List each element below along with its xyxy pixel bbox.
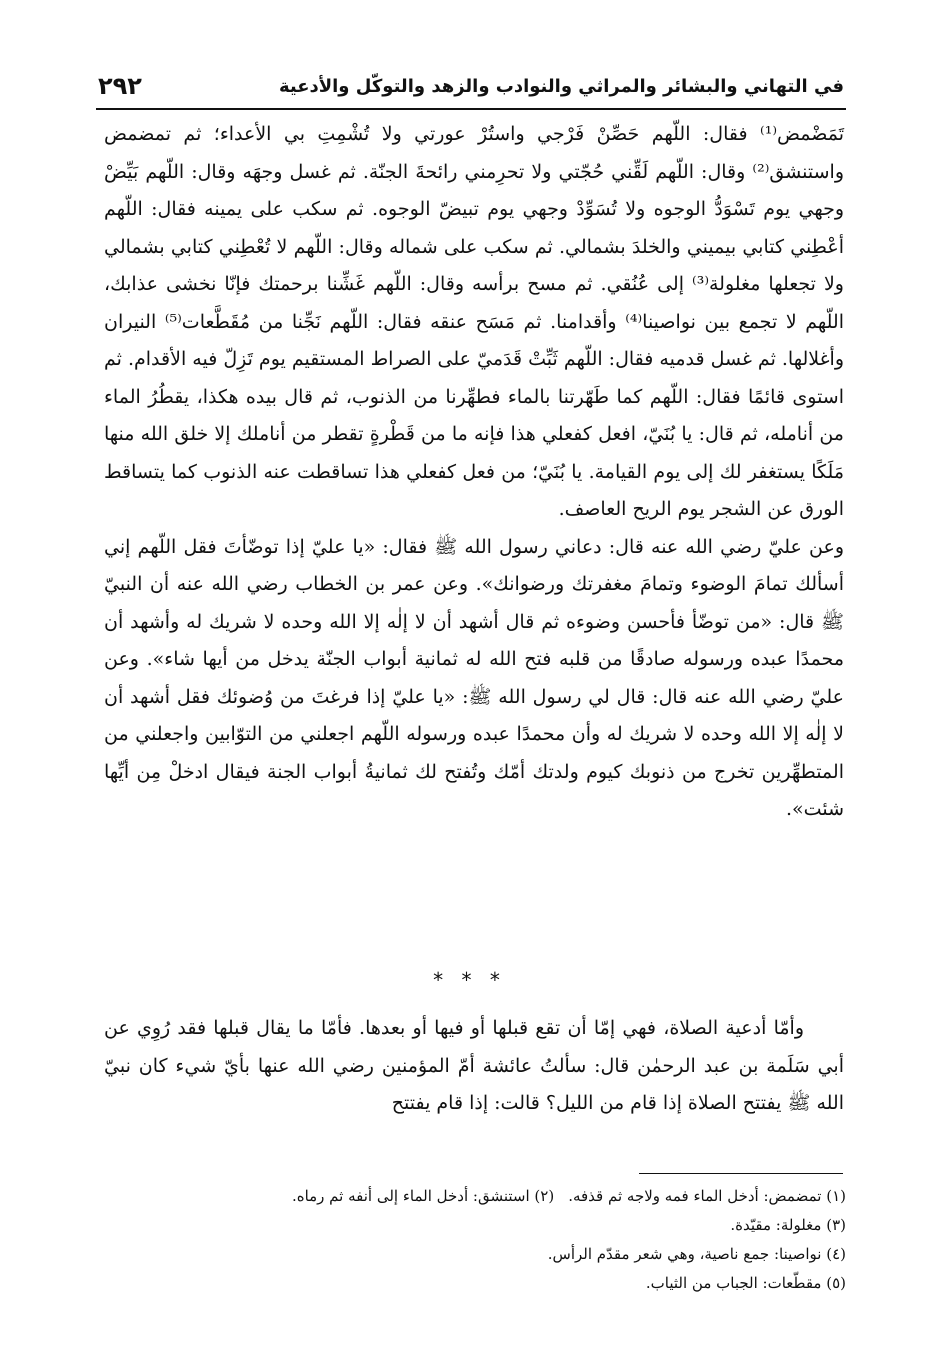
paragraph: تَمَضْمض⁽¹⁾ فقال: اللّهم حَصِّنْ فَرْجي واستُرْ عورتي ولا تُشْمِتِ بي الأعداء؛ ثم تمضمض واستنشق⁽²⁾ وقال: اللّهم لَقِّني حُجّتي ولا تحرِمني رائحةَ الجنّة. ثم غسل وجهَه وقال: اللّهم بَيِّضْ وجهي يوم تَسْوَدُّ الوجوه ولا تُسَوِّدْ وجهي يوم تبيضّ الوجوه. ثم سكب على يمينه فقال: اللّهم أعْطِني كتابي بيميني والخلدَ بشمالي. ثم سكب على شماله وقال: اللّهم لا تُعْطِني كتابي بشمالي ولا تجعلها مغلولة⁽³⁾ إلى عُنُقي. ثم مسح برأسه وقال: اللّهم غَشِّنا برحمتك فإنّا نخشى عذابك، اللّهم لا تجمع بين نواصينا⁽⁴⁾ وأقدامنا. ثم مَسَح عنقه فقال: اللّهم نَجِّنا من مُقَطَّعات⁽⁵⁾ النيران وأغلالها. ثم غسل قدميه فقال: اللّهم ثَبِّتْ قَدَميّ على الصراط المستقيم يوم تَزِلّ فيه الأقدام. ثم استوى قائمًا فقال: اللّهم كما طَهّرتنا بالماء فطهِّرنا من الذنوب، ثم قال بيده هكذا، يقطُرُ الماء من أنامله، ثم قال: يا بُنَيّ، افعل كفعلي هذا فإنه ما من قَطْرةٍ تقطر من أناملك إلا خلق الله منها مَلَكًا يستغفر لك إلى يوم القيامة. يا بُنَيّ؛ من فعل كفعلي هذا تساقطت عنه الذنوب كما يتساقط الورق عن الشجر يوم الريح العاصف. (104, 123, 844, 520)
footnote-line (110, 1182, 846, 1211)
paragraph: وأمّا أدعية الصلاة، فهي إمّا أن تقع قبلها أو فيها أو بعدها. فأمّا ما يقال قبلها فقد رُوِي عن أبي سَلَمة بن عبد الرحمٰن قال: سألتُ عائشة أمّ المؤمنين رضي الله عنها بأيّ شيء كان نبيّ الله ﷺ يفتتح الصلاة إذا قام من الليل؟ قالت: إذا قام يفتتح (104, 1017, 844, 1114)
main-text (104, 116, 844, 829)
footnote: (١) تمضمض: أدخل الماء فمه ولاجه ثم قذفه. (568, 1187, 846, 1205)
paragraph: وعن عليّ رضي الله عنه قال: دعاني رسول الله ﷺ فقال: «يا عليّ إذا توضّأتَ فقل اللّهم إني أسألك تمامَ الوضوء وتمامَ مغفرتك ورضوانك». وعن عمر بن الخطاب رضي الله عنه أن النبيّ ﷺ قال: «من توضّأ فأحسن وضوءه ثم قال أشهد أن لا إلٰه إلا الله وحده لا شريك له وأشهد أن محمدًا عبده ورسوله صادقًا من قلبه فتح الله له ثمانية أبواب الجنّة يدخل من أيها شاء». وعن عليّ رضي الله عنه قال: قال لي رسول الله ﷺ: «يا عليّ إذا فرغتَ من وُضوئك فقل أشهد أن لا إلٰه إلا الله وحده لا شريك له وأن محمدًا عبده ورسوله اللّهم اجعلني من التوّابين واجعلني من المتطهِّرين تخرج من ذنوبك كيوم ولدتك أمّك وتُفتح لك ثمانيةُ أبواب الجنة فيقال ادخلْ مِن أيِّها شئت». (104, 535, 844, 820)
footnotes (110, 1182, 846, 1298)
page-number: ٢٩٢ (98, 72, 142, 100)
footnote: (٥) مقطّعات: الجباب من الثياب. (645, 1274, 846, 1292)
footnote: (٤) نواصينا: جمع ناصية، وهي شعر مقدّم الرأس. (547, 1245, 846, 1263)
section-separator: * * * (433, 968, 506, 992)
page-header (98, 68, 844, 104)
header-divider (96, 108, 846, 110)
footnote: (٣) مغلولة: مقيّدة. (730, 1216, 846, 1234)
footnote-divider (639, 1173, 843, 1174)
footnote: (٢) استنشق: أدخل الماء إلى أنفه ثم رماه. (291, 1187, 555, 1205)
running-title: في التهاني والبشائر والمراثي والنوادب والزهد والتوكّل والأدعية (278, 75, 844, 97)
second-section-text (104, 1010, 844, 1123)
